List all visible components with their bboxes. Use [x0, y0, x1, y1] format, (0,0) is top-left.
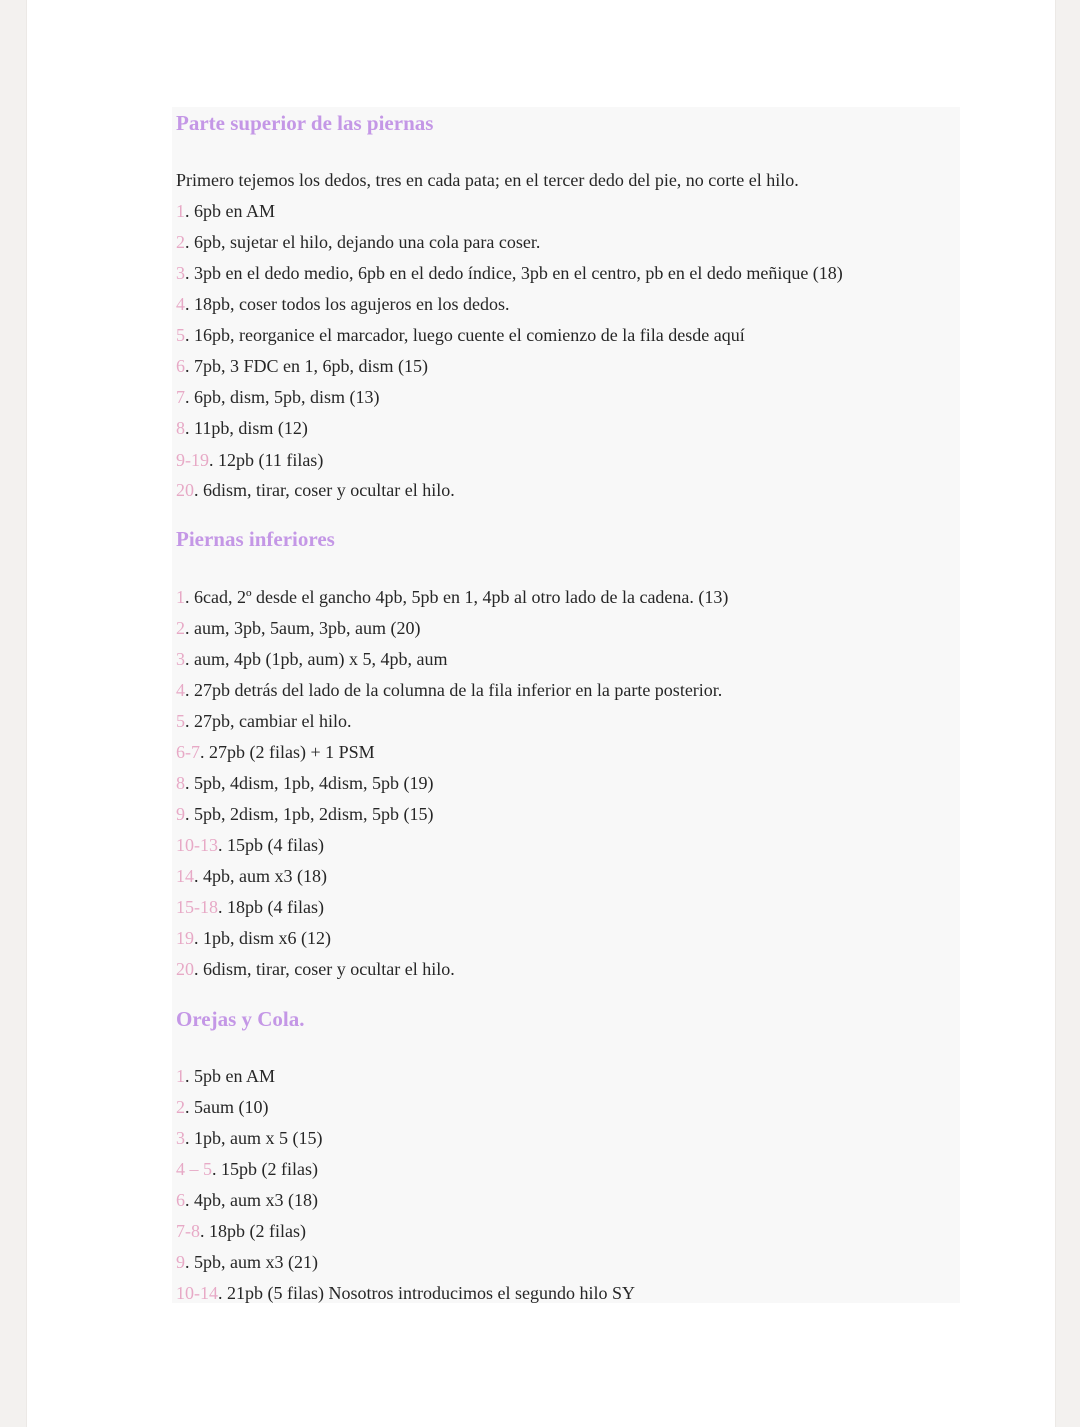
row-instruction [176, 326, 745, 344]
row-text: . 5pb, aum x3 (21) [185, 1252, 318, 1272]
row-text: . 27pb (2 filas) + 1 PSM [200, 742, 375, 762]
row-instruction [176, 743, 375, 761]
row-instruction [176, 960, 455, 978]
row-instruction [176, 1253, 318, 1271]
row-text: . 6cad, 2º desde el gancho 4pb, 5pb en 1, 4pb al otro lado de la cadena. (13) [185, 587, 729, 607]
row-text: . 27pb detrás del lado de la columna de la fila inferior en la parte posterior. [185, 680, 723, 700]
row-instruction [176, 1129, 322, 1147]
row-number: 9 [176, 1252, 185, 1272]
row-number: 2 [176, 1097, 185, 1117]
row-number: 1 [176, 587, 185, 607]
row-number: 6 [176, 1190, 185, 1210]
row-text: . 11pb, dism (12) [185, 418, 308, 438]
row-instruction [176, 681, 722, 699]
row-number: 6 [176, 356, 185, 376]
row-text: . 27pb, cambiar el hilo. [185, 711, 352, 731]
row-number: 14 [176, 866, 194, 886]
row-number: 7-8 [176, 1221, 200, 1241]
row-text: . 6dism, tirar, coser y ocultar el hilo. [194, 959, 455, 979]
row-number: 2 [176, 232, 185, 252]
row-instruction [176, 1222, 306, 1240]
row-number: 4 [176, 294, 185, 314]
row-instruction [176, 867, 327, 885]
row-instruction [176, 619, 420, 637]
row-instruction [176, 836, 324, 854]
row-instruction [176, 388, 380, 406]
row-instruction [176, 233, 540, 251]
row-instruction [176, 898, 324, 916]
row-text: . 15pb (4 filas) [218, 835, 324, 855]
row-instruction [176, 1160, 318, 1178]
row-text: . 3pb en el dedo medio, 6pb en el dedo índice, 3pb en el centro, pb en el dedo meñique (18) [185, 263, 843, 283]
row-text: . 7pb, 3 FDC en 1, 6pb, dism (15) [185, 356, 428, 376]
row-number: 5 [176, 711, 185, 731]
row-text: . 5pb, 4dism, 1pb, 4dism, 5pb (19) [185, 773, 434, 793]
row-instruction [176, 1067, 275, 1085]
page-sheet [26, 0, 1056, 1427]
pattern-content [172, 107, 960, 1303]
row-number: 8 [176, 773, 185, 793]
row-number: 15-18 [176, 897, 218, 917]
row-instruction [176, 1191, 318, 1209]
row-text: . 15pb (2 filas) [212, 1159, 318, 1179]
row-text: . aum, 4pb (1pb, aum) x 5, 4pb, aum [185, 649, 448, 669]
row-instruction [176, 357, 428, 375]
row-text: . 1pb, aum x 5 (15) [185, 1128, 323, 1148]
row-text: . 6pb, sujetar el hilo, dejando una cola para coser. [185, 232, 541, 252]
row-text: . 4pb, aum x3 (18) [194, 866, 327, 886]
intro-text: Primero tejemos los dedos, tres en cada pata; en el tercer dedo del pie, no corte el hilo. [176, 170, 799, 190]
row-instruction [176, 650, 447, 668]
row-number: 3 [176, 1128, 185, 1148]
row-number: 8 [176, 418, 185, 438]
row-number: 2 [176, 618, 185, 638]
row-instruction [176, 805, 434, 823]
section-heading-upper-legs: Parte superior de las piernas [176, 111, 434, 135]
row-number: 9-19 [176, 450, 209, 470]
row-text: . 4pb, aum x3 (18) [185, 1190, 318, 1210]
row-instruction [176, 712, 351, 730]
row-number: 10-13 [176, 835, 218, 855]
row-instruction [176, 481, 455, 499]
row-number: 1 [176, 201, 185, 221]
row-number: 7 [176, 387, 185, 407]
row-instruction [176, 451, 323, 469]
row-text: . 6dism, tirar, coser y ocultar el hilo. [194, 480, 455, 500]
row-text: . 21pb (5 filas) Nosotros introducimos el segundo hilo SY [218, 1283, 635, 1303]
row-text: . 6pb en AM [185, 201, 275, 221]
row-text: . 5aum (10) [185, 1097, 269, 1117]
row-text: . 12pb (11 filas) [209, 450, 324, 470]
row-instruction [176, 774, 434, 792]
row-number: 20 [176, 959, 194, 979]
row-instruction [176, 929, 331, 947]
row-text: . 18pb (4 filas) [218, 897, 324, 917]
row-text: . aum, 3pb, 5aum, 3pb, aum (20) [185, 618, 421, 638]
row-instruction [176, 419, 308, 437]
row-number: 5 [176, 325, 185, 345]
row-number: 19 [176, 928, 194, 948]
section-heading-ears-tail: Orejas y Cola. [176, 1007, 305, 1031]
row-number: 6-7 [176, 742, 200, 762]
row-number: 3 [176, 649, 185, 669]
row-number: 20 [176, 480, 194, 500]
row-number: 9 [176, 804, 185, 824]
row-instruction [176, 1098, 268, 1116]
section-heading-lower-legs: Piernas inferiores [176, 527, 335, 551]
row-text: . 1pb, dism x6 (12) [194, 928, 331, 948]
row-text: . 16pb, reorganice el marcador, luego cuente el comienzo de la fila desde aquí [185, 325, 745, 345]
row-text: . 5pb en AM [185, 1066, 275, 1086]
row-text: . 5pb, 2dism, 1pb, 2dism, 5pb (15) [185, 804, 434, 824]
row-number: 1 [176, 1066, 185, 1086]
row-text: . 6pb, dism, 5pb, dism (13) [185, 387, 380, 407]
row-number: 4 [176, 680, 185, 700]
row-number: 3 [176, 263, 185, 283]
row-instruction [176, 264, 843, 282]
row-instruction [176, 295, 509, 313]
row-text: . 18pb (2 filas) [200, 1221, 306, 1241]
row-number: 10-14 [176, 1283, 218, 1303]
row-instruction [176, 588, 728, 606]
row-instruction [176, 202, 275, 220]
row-instruction [176, 1284, 635, 1302]
row-text: . 18pb, coser todos los agujeros en los dedos. [185, 294, 510, 314]
row-number: 4 – 5 [176, 1159, 212, 1179]
